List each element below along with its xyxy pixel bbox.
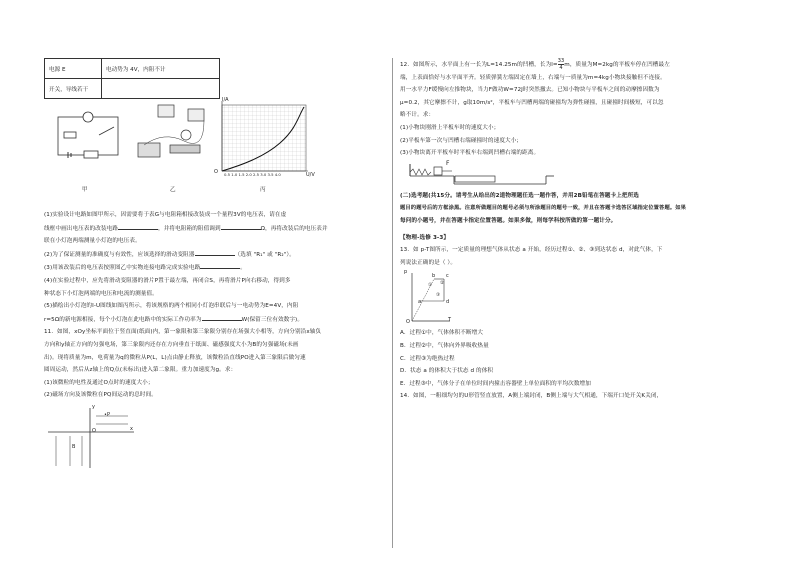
q-text-line: (4)在实验过程中，应先将滑动变阻器的滑片P置于最左端，再闭合S，再将滑片P向右移动，得到多 <box>44 277 291 284</box>
point-p: •P <box>104 411 110 418</box>
table-cell: 电源 E <box>45 59 102 79</box>
q-text-line: r=5Ω的新电源相接，每个小灯泡在此电路中的实际工作功率为 W(保留三位有效数字)。 <box>44 313 384 327</box>
origin: O <box>406 319 410 326</box>
q-text-line: (2)平板车第一次与凹槽右端碰撞时的速度大小； <box>400 137 523 144</box>
section-heading: 【物理-选修 3-3】 <box>400 234 450 241</box>
equipment-table <box>44 58 220 99</box>
question-13: 13．如 p-T图所示，一定质量的理想气体从状态 a 开始，经历过程①、②、③到达状态 d，对此气体，下 <box>400 247 663 254</box>
option-e: E．过程③中，气体分子在单位时间内撞击容器壁上单位面积的平均次数增加 <box>400 380 591 387</box>
process-label: ① <box>428 283 433 289</box>
circuit-diagram-jia <box>44 107 136 167</box>
q-text-line: 出)。现将质量为m，电荷量为q的微粒从P(L，L)点由静止释放，该微粒沿直线PO进入第三象限后做匀速 <box>44 354 306 361</box>
q-text-line: (3)小物块离开平板车时平板车右端到凹槽右端的距离。 <box>400 150 540 157</box>
q-text-line: 略不计。求： <box>400 112 435 119</box>
q-text-line: (3)用该改装后的电压表按照图乙中实物连接电路完成实验电路 。 <box>44 261 384 275</box>
state-label: c <box>446 273 449 280</box>
right-column <box>400 58 770 403</box>
elective-instructions: (二)选考题(共15分。请考生从给出的2道物理题任选一题作答，并用2B铅笔在答题卡上把所选 <box>400 192 639 199</box>
table-cell <box>102 79 220 99</box>
table-cell: 电动势为 4V，内阻不计 <box>102 59 220 79</box>
q-text-line: 用一水平力F缓慢向左推物块，当力F做功W=72J时突然撤去。已知小物块与平板车之间的动摩擦因数为 <box>400 87 660 94</box>
q-text-line: 圆周运动，然后从z轴上的Q点(未标出)进入第二象限。重力加速度为g。求： <box>44 367 237 374</box>
force-f-label: F <box>446 159 450 167</box>
graph-origin: O <box>214 169 218 175</box>
pt-graph <box>408 271 452 325</box>
q-text-line: 每问的小题号，并在答题卡指定位置答题。如果多做，则每学科按所做的第一题计分。 <box>400 217 617 224</box>
apparatus-photo-yi <box>134 101 214 171</box>
q-text-line: 列说法正确的是（ ）。 <box>400 259 457 266</box>
q11-figure <box>44 402 384 472</box>
q12-figure <box>400 160 770 190</box>
option-b: B．过程②中，气体向外界吸收热量 <box>400 342 489 349</box>
q-text-line: (1)该微粒的电性及通过O点时的速度大小； <box>44 379 154 386</box>
state-label: b <box>432 273 436 280</box>
pt-graph-figure <box>400 269 770 327</box>
graph-x-label: U/V <box>306 172 315 178</box>
option-c: C．过程③为绝热过程 <box>400 355 455 362</box>
q-text-line: (2)磁场方向及该微粒在PQ间运动的总时间。 <box>44 392 157 399</box>
q-text-line: 端，上表面恰好与水平面平齐。轻质弹簧左端固定在墙上，右端与一质量为m=4kg小物块接触但不连接。 <box>400 74 666 81</box>
q-text-line: 种状态下小灯泡两端的电压和电流的测量值。 <box>44 290 158 297</box>
option-d: D．状态 a 的体积大于状态 d 的体积 <box>400 368 494 375</box>
p-axis: p <box>404 269 408 276</box>
spring-cart-diagram <box>406 159 556 188</box>
q-text-line: (1)实验设计电路如图甲所示，因需要将于表G与电阻箱相接改装成一个量程3V的电压表，请在虚 <box>44 212 287 218</box>
experiment-figures <box>44 99 384 209</box>
question-14: 14．如图，一粗细均匀的U形管竖直放置，A侧上端封闭，B侧上端与大气相通，下端开口处开关K关闭， <box>400 393 663 400</box>
t-axis: T <box>448 317 452 324</box>
q-text-line: 联在小灯泡两端测量小灯泡的电压表。 <box>44 238 141 245</box>
left-column <box>44 58 384 472</box>
state-label: d <box>446 299 450 306</box>
y-axis-label: y <box>92 403 95 410</box>
caption-jia: 甲 <box>82 187 88 193</box>
x-axis-label: x <box>130 425 133 432</box>
b-label: B <box>72 443 76 450</box>
q-text-line: 方向和y轴正方向的匀强电场，第三象限内还存在方向垂直于纸面、磁感强度大小为B的匀强磁场(未画 <box>44 341 299 348</box>
q-text-line: (1)小物块刚滑上平板车时的速度大小； <box>400 124 500 131</box>
caption-bing: 丙 <box>260 187 266 193</box>
process-label: ③ <box>436 293 441 299</box>
table-cell: 开关，导线若干 <box>45 79 102 99</box>
state-label: a <box>418 299 422 306</box>
question-11: 11．如图，xOy坐标平面位于竖直面(纸面)内，第一象限和第三象限分别存在场强大小相等，方向分别沿x轴负 <box>44 329 322 336</box>
field-diagram <box>46 403 136 470</box>
graph-x-ticks: 0.5 1.0 1.5 2.0 2.5 3.0 3.5 4.0 <box>224 172 281 177</box>
process-label: ② <box>440 281 445 287</box>
q-text-line: μ=0.2，其它摩擦不计，g取10m/s²，平板车与凹槽两端的碰撞均为弹性碰撞，且碰撞时间极短，可以忽 <box>400 99 664 106</box>
graph-y-label: I/A <box>222 97 229 103</box>
q-text-line: 题目的题号后的方框涂黑。注意所做题目的题号必须与所涂题目的题号一致，并且在答题卡选答区域指定位置答题。如果 <box>400 205 687 212</box>
option-a: A．过程①中，气体体积不断增大 <box>400 330 484 337</box>
q-text-line: 线框中画出电压表的改装电路 ，并将电阻箱的阻值调到 Ω，再将改装后的电压表并 <box>44 222 384 236</box>
question-12: 12．如图所示，水平面上有一长为L=14.25m的凹槽，长为l= $\frac{33}{4}$ m，质量为M=2kg的平板车停在凹槽最左 <box>400 58 670 71</box>
iu-graph-bing <box>212 99 312 183</box>
q-text-line: (2)为了保证测量的准确度与有效性，应该选择的滑动变阻器 （选填 "R₁" 或 "R₂"）。 <box>44 248 384 262</box>
origin-label: O <box>92 427 96 434</box>
column-divider <box>392 58 393 548</box>
caption-yi: 乙 <box>170 187 176 193</box>
q-text-line: (5)描绘出小灯泡的I-U图线如图丙所示，将该规格的两个相同小灯泡串联后与一电动势为E=4V，内阻 <box>44 303 299 310</box>
